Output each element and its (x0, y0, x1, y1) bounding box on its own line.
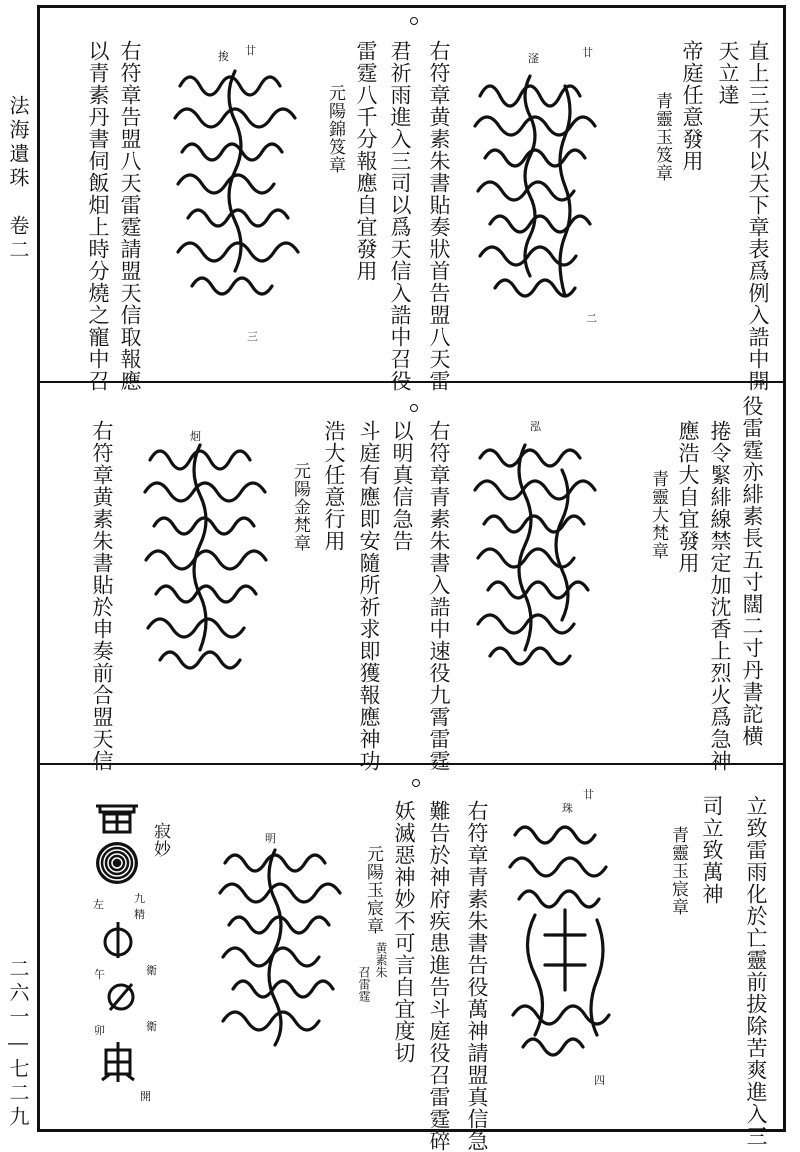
talisman-label: 廿 (245, 44, 256, 57)
annotation-note: 黄素朱 (374, 942, 388, 978)
talisman-label: 𤇆 (190, 430, 201, 443)
text-column: 立致雷雨化於亡靈前拔除苦爽進入三 (744, 795, 768, 1147)
text-column: 右符章黄素朱書貼於申奏前合盟天信 (90, 420, 114, 772)
text-column: 難告於神府疾患進告斗庭役召雷霆碎 (427, 800, 451, 1152)
text-column: 元陽錦笈章 (325, 84, 345, 174)
talisman-label: 捘 (218, 50, 229, 63)
text-column: 右符章告盟八天雷霆請盟天信取報應 (118, 40, 142, 392)
text-column: 役雷霆亦緋素長五寸闊二寸丹書詑横 (740, 395, 764, 747)
text-column: 以青素丹書伺飯𤇆上時分燒之寵中召 (86, 40, 110, 392)
binding-hole (410, 404, 418, 412)
text-column: 直上三天不以天下章表爲例入誥中開 (746, 40, 770, 392)
text-column: 青靈大梵章 (648, 470, 668, 560)
text-column: 青靈玉笈章 (652, 92, 672, 182)
seal-label: 午 (94, 968, 105, 981)
text-column: 青靈玉宸章 (668, 826, 688, 916)
text-column: 捲令緊緋線禁定加沈香上烈火爲急神 (708, 420, 732, 772)
talisman-label: 四 (594, 1074, 605, 1087)
talisman-label: 二 (586, 312, 597, 325)
seal-label: 九 (134, 892, 145, 905)
concentric-circle-icon (94, 840, 140, 886)
text-column: 雷霆八千分報應自宜發用 (354, 40, 378, 282)
seal-label: 開 (140, 1090, 151, 1103)
text-column: 天立達 (716, 40, 740, 106)
text-column: 妖滅惡神妙不可言自宜度切 (392, 800, 416, 1064)
seal-label: 卯 (94, 1024, 105, 1037)
text-column: 應浩大自宜發用 (676, 420, 700, 574)
seal-label: 衛 (146, 1020, 157, 1033)
seal-label: 衛 (146, 964, 157, 977)
talisman-figure (470, 440, 600, 680)
seal-glyph-circle-cross (100, 920, 136, 960)
text-column: 司立致萬神 (700, 795, 724, 905)
text-column: 君祈雨進入三司以爲天信入誥中召役 (388, 40, 412, 392)
talisman-label: 廿 (582, 46, 593, 59)
talisman-figure (140, 440, 270, 680)
seal-label: 精 (134, 908, 145, 921)
seal-title: 寂妙 (150, 822, 170, 858)
talisman-label: 廿 (583, 788, 594, 801)
seal-label: 左 (93, 898, 104, 911)
talisman-figure (505, 815, 620, 1065)
talisman-label: 明 (265, 832, 276, 845)
talisman-label: 三 (247, 330, 258, 343)
seal-glyph-bottom (98, 1040, 138, 1084)
seal-glyph-top (92, 800, 142, 836)
talisman-figure (170, 66, 300, 311)
text-column: 元陽玉宸章 (363, 845, 383, 935)
talisman-figure (215, 845, 345, 1055)
text-column: 帝庭任意發用 (680, 40, 704, 172)
text-column: 斗庭有應即安隨所祈求即獲報應神功 (357, 420, 381, 772)
binding-hole (410, 17, 418, 25)
talisman-figure (470, 66, 605, 316)
panel-divider-2 (37, 763, 786, 765)
talisman-label: 滏 (528, 52, 539, 65)
seal-glyph-slashed-circle (104, 980, 138, 1014)
text-column: 右符章青素朱書入誥中速役九霄雷霆 (427, 420, 451, 772)
binding-hole (412, 779, 420, 787)
text-column: 右符章黄素朱書貼奏狀首告盟八天雷 (427, 40, 451, 392)
text-column: 元陽金梵章 (290, 462, 310, 552)
page-number-margin: 二六一―七二九 (6, 958, 30, 1130)
annotation-note: 召雷霆 (357, 966, 371, 1002)
talisman-label: 泓 (530, 420, 541, 433)
book-title-margin: 法海遺珠 卷二 (6, 95, 30, 263)
text-column: 右符章青素朱書告役萬神請盟真信急 (465, 800, 489, 1152)
text-column: 浩大任意行用 (322, 420, 346, 552)
talisman-label: 珠 (562, 802, 573, 815)
text-column: 以明真信急告 (390, 420, 414, 552)
